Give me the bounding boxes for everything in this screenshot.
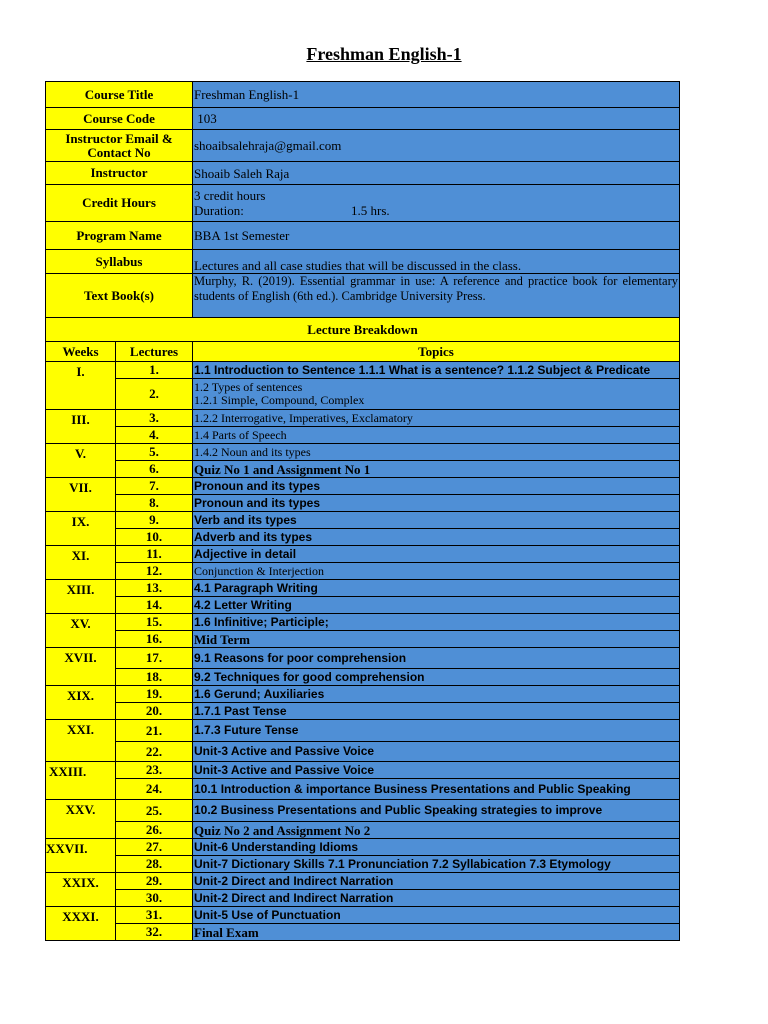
lecture-number: 22.	[116, 742, 193, 762]
lecture-row	[46, 410, 680, 427]
topic-cell: Mid Term	[193, 631, 680, 648]
lecture-number: 21.	[116, 720, 193, 742]
week-cell: XXIX.	[46, 873, 116, 907]
lecture-row	[46, 779, 680, 800]
duration-label: Duration:	[194, 203, 244, 218]
lecture-row	[46, 529, 680, 546]
lecture-row	[46, 478, 680, 495]
topic-cell: 9.1 Reasons for poor comprehension	[193, 648, 680, 669]
lecture-number: 12.	[116, 563, 193, 580]
topic-cell: Adjective in detail	[193, 546, 680, 563]
lecture-number: 30.	[116, 890, 193, 907]
lecture-row	[46, 512, 680, 529]
topic-cell: Unit-2 Direct and Indirect Narration	[193, 873, 680, 890]
topic-cell: Unit-6 Understanding Idioms	[193, 839, 680, 856]
week-cell: V.	[46, 444, 116, 478]
week-cell: XXVII.	[46, 839, 116, 873]
topic-cell: 9.2 Techniques for good comprehension	[193, 669, 680, 686]
week-cell: XIII.	[46, 580, 116, 614]
topic-cell: 1.4 Parts of Speech	[193, 427, 680, 444]
lecture-number: 9.	[116, 512, 193, 529]
week-cell: XXI.	[46, 720, 116, 762]
topic-cell: Adverb and its types	[193, 529, 680, 546]
topic-cell: Pronoun and its types	[193, 478, 680, 495]
course-outline-table	[45, 81, 680, 941]
topic-cell: 1.1 Introduction to Sentence 1.1.1 What is a sentence? 1.1.2 Subject & Predicate	[193, 362, 680, 379]
lectures-column-header: Lectures	[116, 342, 193, 362]
topic-cell: Unit-3 Active and Passive Voice	[193, 742, 680, 762]
lecture-breakdown-heading: Lecture Breakdown	[46, 318, 680, 342]
topic-cell: Verb and its types	[193, 512, 680, 529]
lecture-row	[46, 563, 680, 580]
lecture-row	[46, 444, 680, 461]
breakdown-column-headers	[46, 342, 680, 362]
lecture-number: 4.	[116, 427, 193, 444]
lecture-row	[46, 839, 680, 856]
lecture-row	[46, 873, 680, 890]
lecture-row	[46, 648, 680, 669]
lecture-rows	[46, 362, 680, 941]
lecture-row	[46, 742, 680, 762]
topic-cell: Final Exam	[193, 924, 680, 941]
lecture-number: 7.	[116, 478, 193, 495]
topic-line: 1.2.1 Simple, Compound, Complex	[194, 393, 365, 407]
lecture-number: 19.	[116, 686, 193, 703]
lecture-number: 8.	[116, 495, 193, 512]
topic-cell: Quiz No 2 and Assignment No 2	[193, 822, 680, 839]
syllabus-value: Lectures and all case studies that will be discussed in the class.	[193, 250, 680, 274]
weeks-column-header: Weeks	[46, 342, 116, 362]
topic-cell: Unit-3 Active and Passive Voice	[193, 762, 680, 779]
course-title-label: Course Title	[46, 82, 193, 108]
text-book-row	[46, 274, 680, 318]
text-book-label: Text Book(s)	[46, 274, 193, 318]
credit-hours-value	[193, 185, 680, 222]
lecture-row	[46, 580, 680, 597]
week-cell: VII.	[46, 478, 116, 512]
topic-cell	[193, 379, 680, 410]
topic-cell: 4.1 Paragraph Writing	[193, 580, 680, 597]
program-name-label: Program Name	[46, 222, 193, 250]
lecture-number: 15.	[116, 614, 193, 631]
instructor-label: Instructor	[46, 162, 193, 185]
credit-hours-row	[46, 185, 680, 222]
lecture-number: 29.	[116, 873, 193, 890]
topic-cell: 1.6 Gerund; Auxiliaries	[193, 686, 680, 703]
lecture-number: 26.	[116, 822, 193, 839]
lecture-row	[46, 686, 680, 703]
lecture-number: 13.	[116, 580, 193, 597]
topic-cell: Pronoun and its types	[193, 495, 680, 512]
topic-cell: 10.2 Business Presentations and Public Speaking strategies to improve	[193, 800, 680, 822]
lecture-number: 11.	[116, 546, 193, 563]
instructor-email-row	[46, 130, 680, 162]
week-cell: XXIII.	[46, 762, 116, 800]
instructor-email-label: Instructor Email & Contact No	[46, 130, 193, 162]
lecture-number: 14.	[116, 597, 193, 614]
lecture-row	[46, 924, 680, 941]
lecture-row	[46, 907, 680, 924]
lecture-row	[46, 890, 680, 907]
lecture-row	[46, 720, 680, 742]
topic-cell: 1.2.2 Interrogative, Imperatives, Exclamatory	[193, 410, 680, 427]
week-cell: IX.	[46, 512, 116, 546]
lecture-breakdown-row	[46, 318, 680, 342]
topic-cell: 1.7.3 Future Tense	[193, 720, 680, 742]
lecture-row	[46, 597, 680, 614]
duration-value: 1.5 hrs.	[351, 203, 390, 218]
week-cell: XIX.	[46, 686, 116, 720]
lecture-number: 2.	[116, 379, 193, 410]
topics-column-header: Topics	[193, 342, 680, 362]
topic-cell: 1.6 Infinitive; Participle;	[193, 614, 680, 631]
lecture-row	[46, 546, 680, 563]
lecture-row	[46, 762, 680, 779]
week-cell: III.	[46, 410, 116, 444]
topic-cell: Unit-7 Dictionary Skills 7.1 Pronunciation 7.2 Syllabication 7.3 Etymology	[193, 856, 680, 873]
week-cell: XXXI.	[46, 907, 116, 941]
course-title-value: Freshman English-1	[193, 82, 680, 108]
week-cell: XVII.	[46, 648, 116, 686]
lecture-number: 32.	[116, 924, 193, 941]
lecture-row	[46, 614, 680, 631]
lecture-row	[46, 362, 680, 379]
lecture-number: 27.	[116, 839, 193, 856]
text-book-value: Murphy, R. (2019). Essential grammar in use: A reference and practice book for elementary students of English (6th ed.). Cambridge University Press.	[193, 274, 680, 318]
instructor-value: Shoaib Saleh Raja	[193, 162, 680, 185]
credit-hours-label: Credit Hours	[46, 185, 193, 222]
document-title: Freshman English-1	[306, 44, 462, 64]
course-code-row	[46, 108, 680, 130]
course-code-label: Course Code	[46, 108, 193, 130]
lecture-number: 10.	[116, 529, 193, 546]
week-cell: XI.	[46, 546, 116, 580]
lecture-row	[46, 669, 680, 686]
topic-cell: Unit-2 Direct and Indirect Narration	[193, 890, 680, 907]
course-title-row	[46, 82, 680, 108]
lecture-number: 17.	[116, 648, 193, 669]
lecture-row	[46, 856, 680, 873]
lecture-row	[46, 631, 680, 648]
week-cell: XXV.	[46, 800, 116, 839]
lecture-number: 25.	[116, 800, 193, 822]
lecture-number: 31.	[116, 907, 193, 924]
lecture-row	[46, 800, 680, 822]
topic-cell: 1.4.2 Noun and its types	[193, 444, 680, 461]
topic-cell: 10.1 Introduction & importance Business Presentations and Public Speaking	[193, 779, 680, 800]
topic-cell: Conjunction & Interjection	[193, 563, 680, 580]
course-code-value: 103	[193, 108, 680, 130]
lecture-number: 18.	[116, 669, 193, 686]
lecture-number: 20.	[116, 703, 193, 720]
credit-hours-text: 3 credit hours	[194, 188, 266, 203]
lecture-row	[46, 495, 680, 512]
topic-cell: Quiz No 1 and Assignment No 1	[193, 461, 680, 478]
lecture-row	[46, 703, 680, 720]
lecture-number: 23.	[116, 762, 193, 779]
program-name-row	[46, 222, 680, 250]
topic-cell: Unit-5 Use of Punctuation	[193, 907, 680, 924]
week-cell: XV.	[46, 614, 116, 648]
lecture-number: 6.	[116, 461, 193, 478]
topic-cell: 1.7.1 Past Tense	[193, 703, 680, 720]
syllabus-row	[46, 250, 680, 274]
instructor-row	[46, 162, 680, 185]
lecture-number: 24.	[116, 779, 193, 800]
instructor-email-value: shoaibsalehraja@gmail.com	[193, 130, 680, 162]
topic-cell: 4.2 Letter Writing	[193, 597, 680, 614]
syllabus-label: Syllabus	[46, 250, 193, 274]
lecture-number: 3.	[116, 410, 193, 427]
lecture-number: 28.	[116, 856, 193, 873]
lecture-number: 5.	[116, 444, 193, 461]
lecture-row	[46, 427, 680, 444]
topic-line: 1.2 Types of sentences	[194, 380, 303, 394]
lecture-row	[46, 822, 680, 839]
program-name-value: BBA 1st Semester	[193, 222, 680, 250]
duration-line	[194, 203, 678, 218]
lecture-row	[46, 379, 680, 410]
lecture-number: 1.	[116, 362, 193, 379]
lecture-row	[46, 461, 680, 478]
week-cell: I.	[46, 362, 116, 410]
lecture-number: 16.	[116, 631, 193, 648]
